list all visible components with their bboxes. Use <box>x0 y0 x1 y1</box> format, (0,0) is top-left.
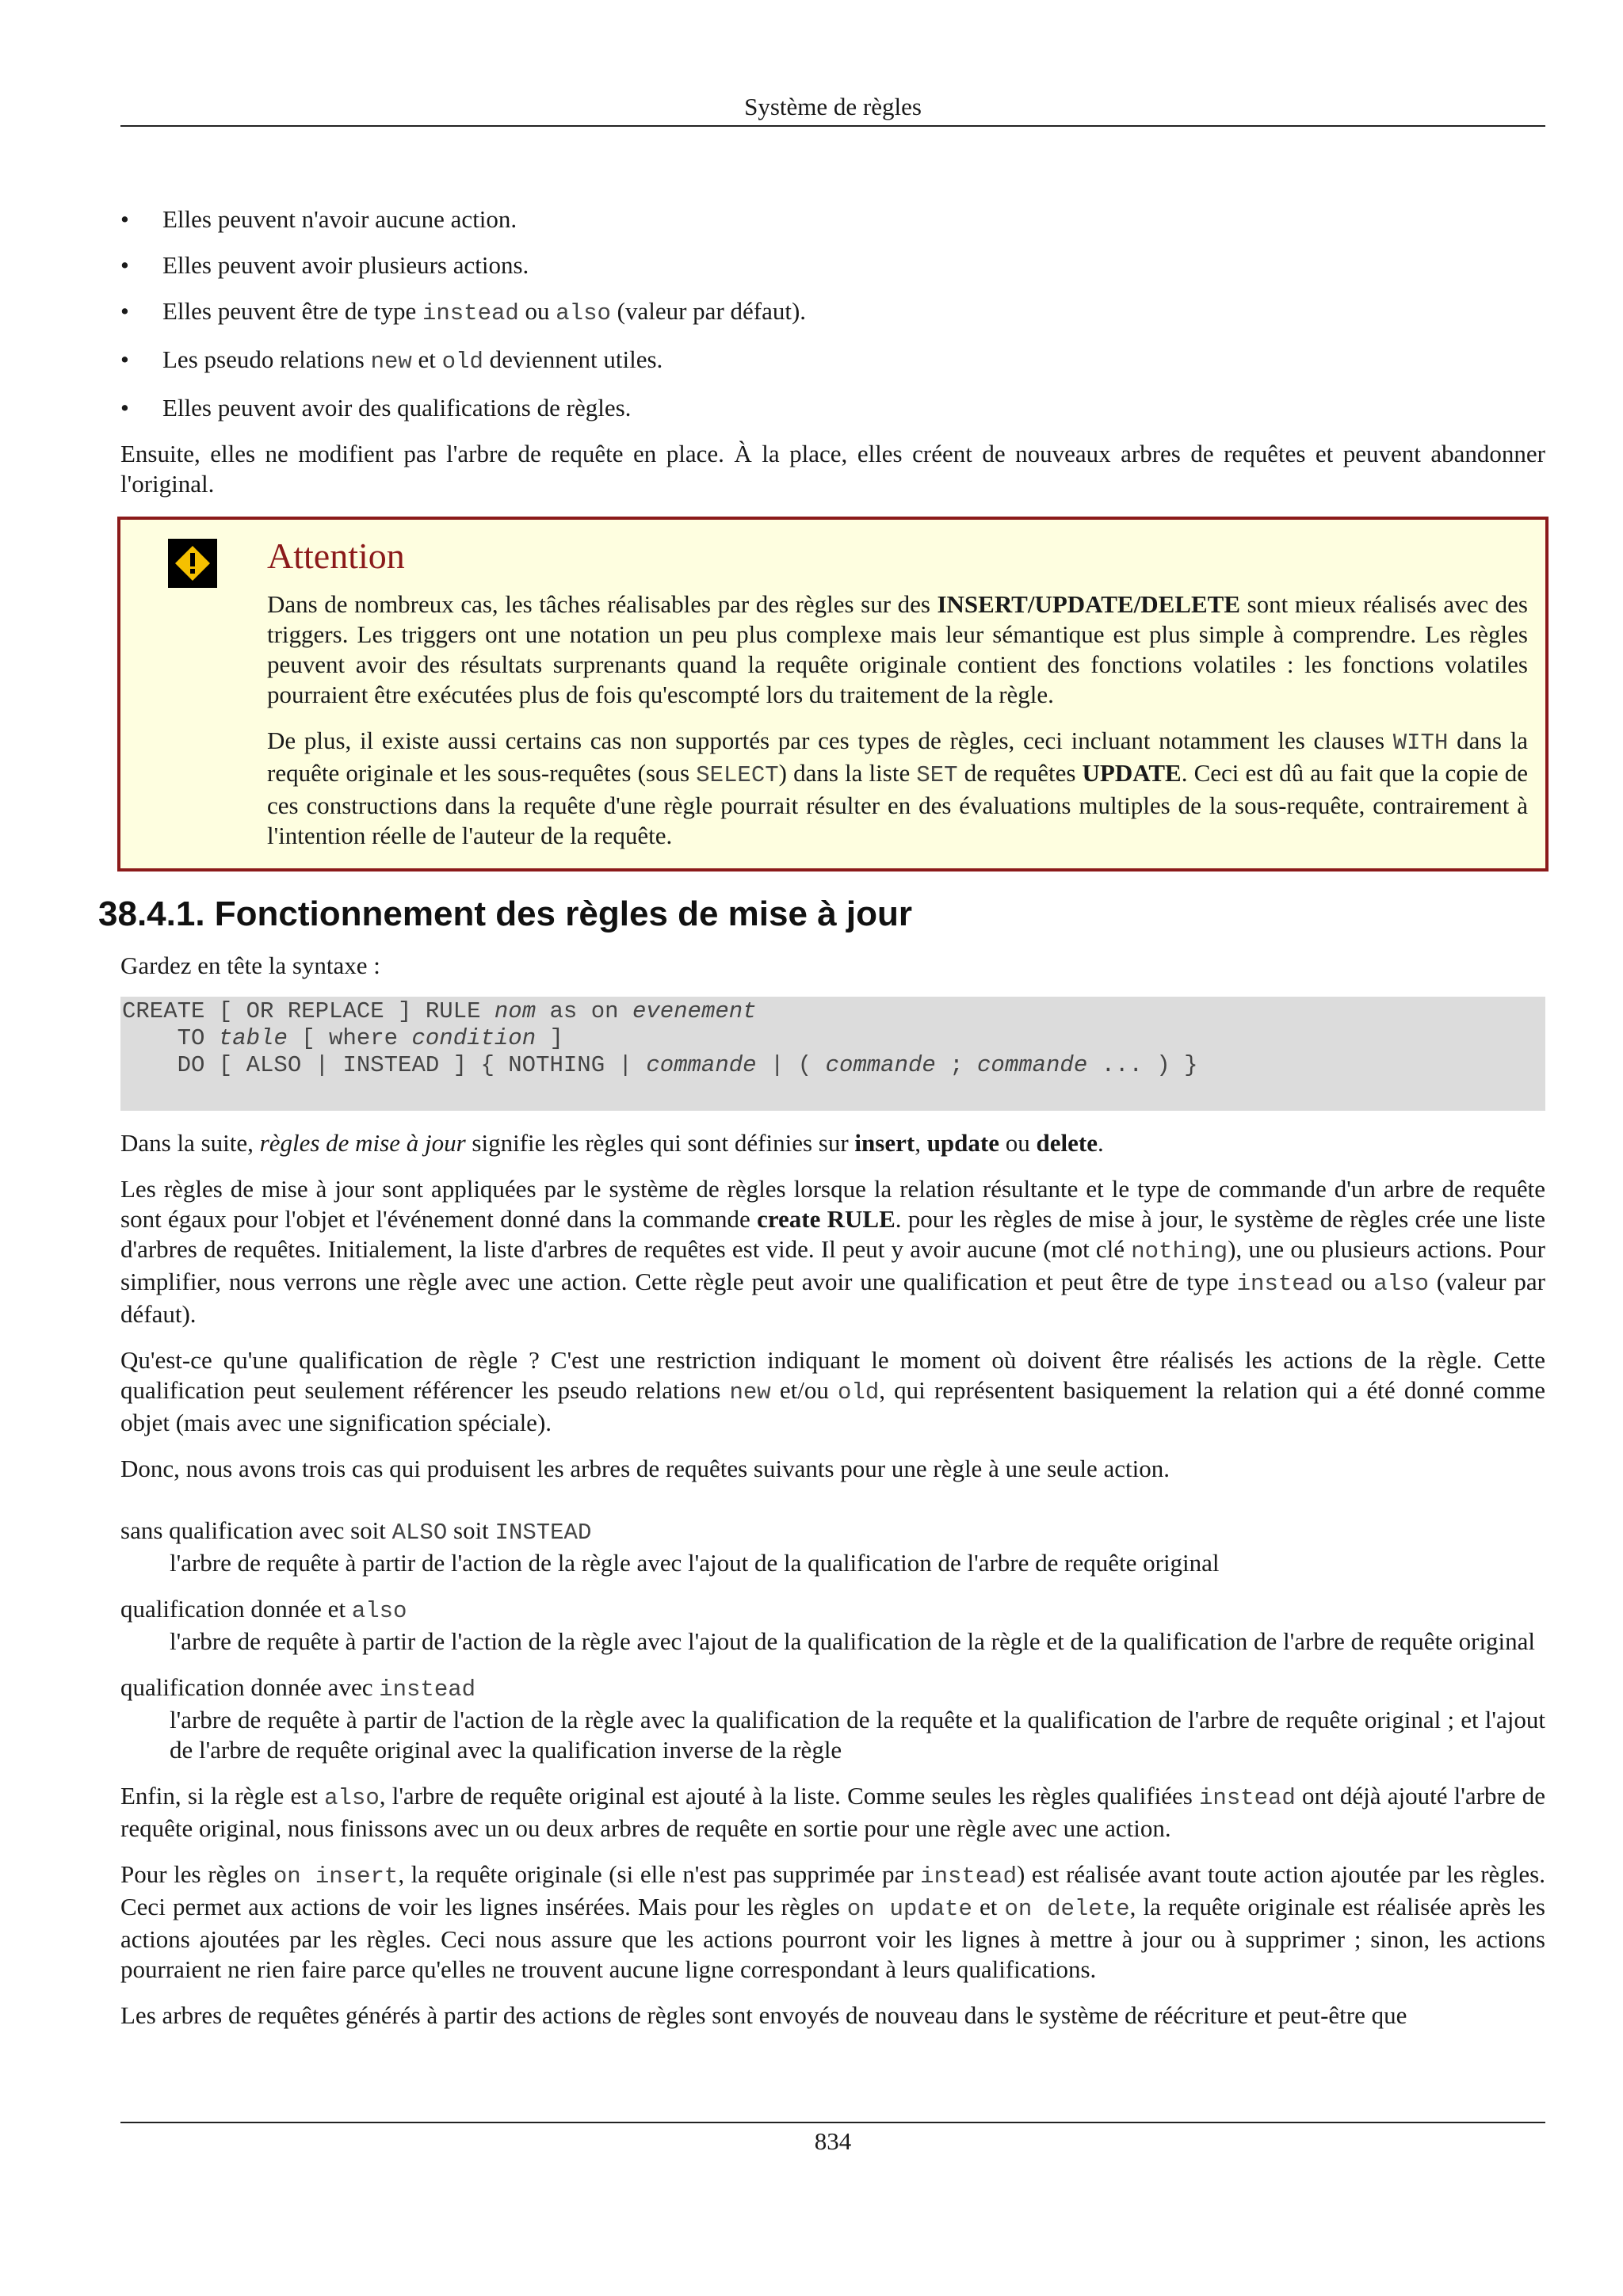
feature-list <box>120 204 1545 423</box>
case-term: sans qualification avec soit ALSO soit INSTEAD <box>120 1516 592 1546</box>
page-footer <box>120 2122 1545 2157</box>
cases-list <box>120 1516 1545 1765</box>
inline-code: also <box>1373 1271 1429 1297</box>
inline-code: SET <box>916 762 958 788</box>
case-definition: l'arbre de requête à partir de l'action de la règle avec l'ajout de la qualification de la règle et de la qualification de l'arbre de requête original <box>170 1627 1536 1655</box>
inline-code: instead <box>379 1676 476 1703</box>
page-header <box>120 92 1545 127</box>
inline-code: new <box>370 349 412 375</box>
case-definition: l'arbre de requête à partir de l'action de la règle avec l'ajout de la qualification de l'arbre de requête original <box>170 1549 1220 1577</box>
bullet-glyph: • <box>120 205 129 233</box>
attention-paragraph-2: De plus, il existe aussi certains cas non supportés par ces types de règles, ceci incluant notamment les clauses WITH dans la requête originale et les sous-requêtes (sous SELECT) dans la liste SET de requêtes UPDATE. Ceci est dû au fait que la copie de ces constructions dans la requête d'une règle pourrait résulter en des évaluations multiples de la sous-requête, contrairement à l'intention réelle de l'auteur de la requête. <box>267 727 1528 849</box>
list-item: • Elles peuvent être de type instead ou also (valeur par défaut). <box>120 297 807 326</box>
list-item: • Elles peuvent n'avoir aucune action. <box>120 205 517 233</box>
inline-code: old <box>441 349 483 375</box>
paragraph-last: Les arbres de requêtes générés à partir des actions de règles sont envoyés de nouveau dans le système de réécriture et peut-être que <box>120 2001 1407 2029</box>
case-term: qualification donnée avec instead <box>120 1673 476 1703</box>
attention-paragraph-1: Dans de nombreux cas, les tâches réalisables par des règles sur des INSERT/UPDATE/DELETE sont mieux réalisés avec des triggers. Les triggers ont une notation un peu plus complexe mais leur sémantique est plus simple à comprendre. Les règles peuvent avoir des résultats surprenants quand la requête originale contient des fonctions volatiles : les fonctions volatiles pourraient être exécutées plus de fois qu'escompté lors du traitement de la règle. <box>267 590 1528 708</box>
inline-code: also <box>324 1785 380 1811</box>
list-item: • Elles peuvent avoir des qualifications de règles. <box>120 394 632 421</box>
bullet-glyph: • <box>120 394 129 421</box>
inline-code: old <box>838 1379 880 1405</box>
inline-code: INSTEAD <box>495 1520 592 1546</box>
paragraph-donc: Donc, nous avons trois cas qui produisent les arbres de requêtes suivants pour une règle à une seule action. <box>120 1455 1170 1482</box>
list-item: • Les pseudo relations new et old deviennent utiles. <box>120 345 663 375</box>
syntax-code-block: CREATE [ OR REPLACE ] RULE nom as on evenement TO table [ where condition ] DO [ ALSO | INSTEAD ] { NOTHING | commande | ( commande ; commande ... ) } <box>120 997 1545 1111</box>
inline-code: new <box>729 1379 771 1405</box>
bullet-glyph: • <box>120 297 129 325</box>
inline-code: instead <box>422 300 519 326</box>
bullet-glyph: • <box>120 345 129 373</box>
attention-title: Attention <box>267 536 405 576</box>
inline-code: also <box>351 1598 407 1624</box>
list-item: • Elles peuvent avoir plusieurs actions. <box>120 251 529 279</box>
bullet-glyph: • <box>120 251 129 279</box>
inline-code: on delete <box>1004 1896 1130 1922</box>
inline-code: instead <box>1236 1271 1334 1297</box>
paragraph-enfin: Enfin, si la règle est also, l'arbre de requête original est ajouté à la liste. Comme seules les règles qualifiées instead ont déjà ajouté l'arbre de requête original, nous finissons avec un ou deux arbres de requête en sortie pour une règle avec une action. <box>120 1782 1546 1842</box>
paragraph-appliquees: Les règles de mise à jour sont appliquées par le système de règles lorsque la relation résultante et le type de commande d'un arbre de requête sont égaux pour l'objet et l'événement donné dans la commande create RULE. pour les règles de mise à jour, le système de règles crée une liste d'arbres de requêtes. Initialement, la liste d'arbres de requêtes est vide. Il peut y avoir aucune (mot clé nothing), une ou plusieurs actions. Pour simplifier, nous verrons une règle avec une action. Cette règle peut avoir une qualification et peut être de type instead ou also (valeur par défaut). <box>120 1175 1545 1328</box>
header-title: Système de règles <box>744 93 922 120</box>
paragraph-pour: Pour les règles on insert, la requête originale (si elle n'est pas supprimée par instead) est réalisée avant toute action ajoutée par les règles. Ceci permet aux actions de voir les lignes insérées. Mais pour les règles on update et on delete, la requête originale est réalisée après les actions ajoutées par les règles. Ceci nous assure que les actions pourront voir les lignes à mettre à jour ou à supprimer ; sinon, les actions pourraient ne rien faire parce qu'elles ne trouvent aucune ligne correspondant à leurs qualifications. <box>120 1860 1545 1983</box>
inline-code: also <box>556 300 611 326</box>
inline-code: WITH <box>1392 730 1449 756</box>
intro-paragraph: Ensuite, elles ne modifient pas l'arbre de requête en place. À la place, elles créent de nouveaux arbres de requêtes et peuvent abandonner l'original. <box>120 440 1545 498</box>
section-heading: 38.4.1. Fonctionnement des règles de mise à jour <box>98 894 912 933</box>
inline-code: instead <box>920 1863 1017 1890</box>
case-term: qualification donnée et also <box>120 1595 407 1624</box>
paragraph-suite: Dans la suite, règles de mise à jour signifie les règles qui sont définies sur insert, update ou delete. <box>120 1129 1104 1157</box>
inline-code: on insert <box>273 1863 399 1890</box>
inline-code: SELECT <box>696 762 779 788</box>
attention-box <box>117 517 1549 871</box>
paragraph-qualification: Qu'est-ce qu'une qualification de règle ? C'est une restriction indiquant le moment où doivent être réalisés les actions de la règle. Cette qualification peut seulement référencer les pseudo relations new et/ou old, qui représentent basiquement la relation qui a été donné comme objet (mais avec une signification spéciale). <box>120 1346 1545 1436</box>
inline-code: instead <box>1199 1785 1296 1811</box>
case-definition: l'arbre de requête à partir de l'action de la règle avec la qualification de la requête et la qualification de l'arbre de requête original ; et l'ajout de l'arbre de requête original avec la qualification inverse de la règle <box>170 1706 1545 1764</box>
syntax-intro: Gardez en tête la syntaxe : <box>120 952 380 979</box>
warning-icon <box>168 539 217 588</box>
page-number: 834 <box>814 2127 852 2155</box>
inline-code: nothing <box>1131 1238 1228 1264</box>
page-content <box>98 204 1546 2046</box>
inline-code: ALSO <box>391 1520 448 1546</box>
inline-code: on update <box>846 1896 972 1922</box>
